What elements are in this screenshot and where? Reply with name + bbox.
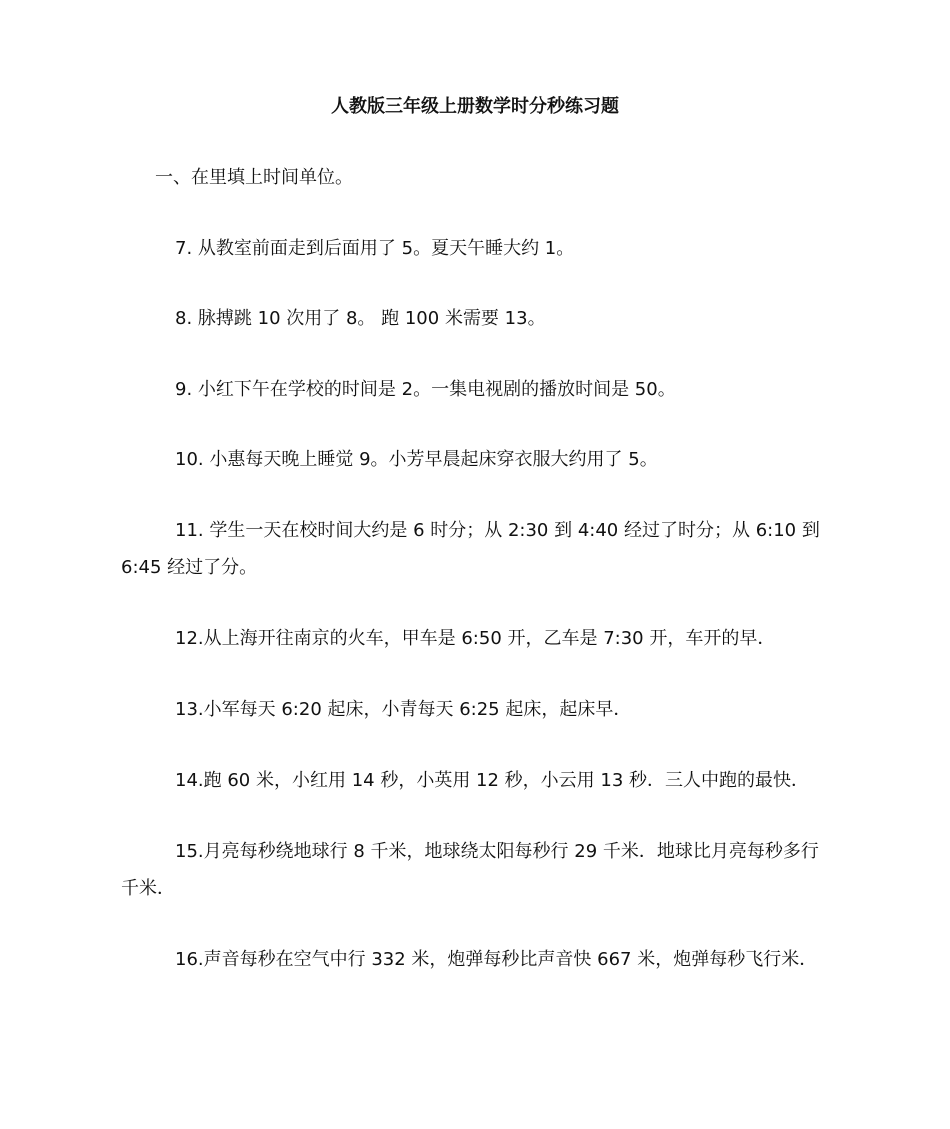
question-12: 12.从上海开往南京的火车，甲车是 6:50 开，乙车是 7:30 开，车开的早． [175, 628, 776, 649]
question-13: 13.小军每天 6:20 起床，小青每天 6:25 起床，起床早． [175, 699, 632, 720]
question-15: 15.月亮每秒绕地球行 8 千米，地球绕太阳每秒行 29 千米．地球比月亮每秒多行千米． [121, 841, 819, 899]
question-11: 11. 学生一天在校时间大约是 6 时分；从 2:30 到 4:40 经过了时分；从 6:10 到 6:45 经过了分。 [121, 520, 820, 578]
question-7: 7. 从教室前面走到后面用了 5。夏天午睡大约 1。 [175, 238, 575, 259]
document-title: 人教版三年级上册数学时分秒练习题 [331, 96, 619, 117]
question-14: 14.跑 60 米，小红用 14 秒，小英用 12 秒，小云用 13 秒．三人中跑的最快． [175, 770, 810, 791]
question-9: 9. 小红下午在学校的时间是 2。一集电视剧的播放时间是 50。 [175, 379, 676, 400]
section-heading: 一、在里填上时间单位。 [155, 167, 353, 188]
question-8: 8. 脉搏跳 10 次用了 8。 跑 100 米需要 13。 [175, 308, 546, 329]
question-16: 16.声音每秒在空气中行 332 米，炮弹每秒比声音快 667 米，炮弹每秒飞行米． [175, 949, 818, 970]
question-10: 10. 小惠每天晚上睡觉 9。小芳早晨起床穿衣服大约用了 5。 [175, 449, 658, 470]
